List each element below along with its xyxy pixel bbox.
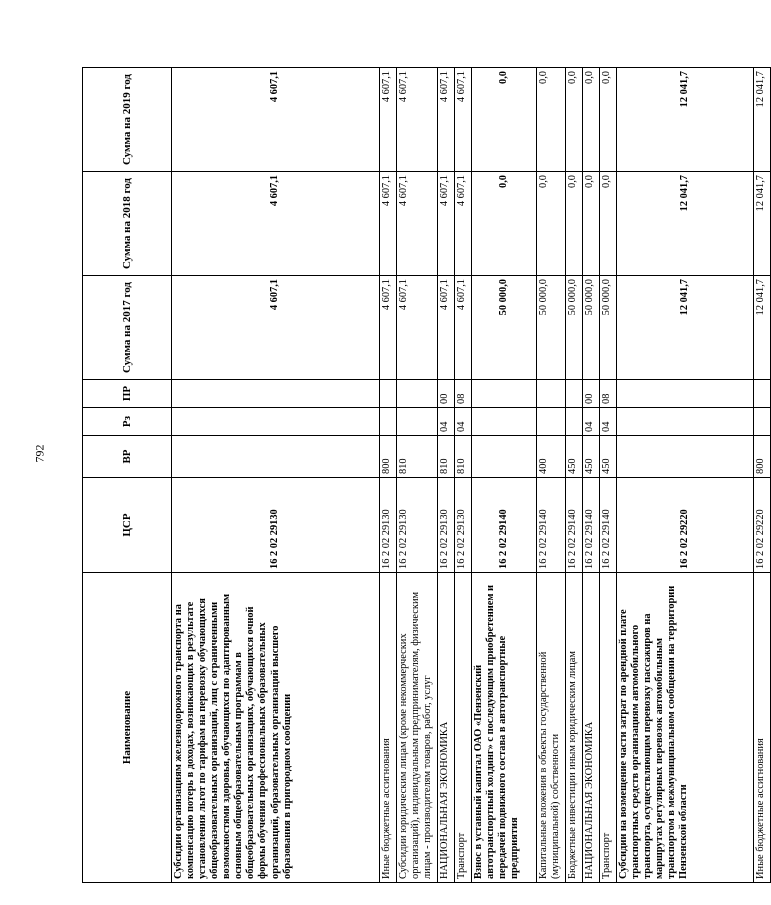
cell-name: Капитальные вложения в объекты государственной (муниципальной) собственности <box>537 573 566 883</box>
cell-pr <box>172 380 380 408</box>
cell-sum-2017: 50 000,0 <box>566 276 583 380</box>
cell-csr: 16 2 02 29220 <box>617 478 754 573</box>
budget-table <box>82 67 771 883</box>
cell-sum-2019: 4 607,1 <box>380 68 397 172</box>
cell-pr <box>472 380 537 408</box>
cell-name: НАЦИОНАЛЬНАЯ ЭКОНОМИКА <box>438 573 455 883</box>
cell-sum-2018: 4 607,1 <box>455 172 472 276</box>
cell-sum-2019: 12 041,7 <box>617 68 754 172</box>
header-name: Наименование <box>83 573 172 883</box>
cell-vr <box>472 436 537 478</box>
cell-pr <box>617 380 754 408</box>
table-row <box>617 68 754 883</box>
cell-vr: 810 <box>455 436 472 478</box>
table-row <box>754 68 771 883</box>
cell-rz: 04 <box>455 408 472 436</box>
header-sum-2017: Сумма на 2017 год <box>83 276 172 380</box>
cell-vr: 810 <box>438 436 455 478</box>
cell-sum-2018: 0,0 <box>583 172 600 276</box>
cell-sum-2018: 4 607,1 <box>172 172 380 276</box>
cell-rz <box>472 408 537 436</box>
table-row <box>472 68 537 883</box>
cell-name: Субсидии юридическим лицам (кроме некоммерческих организаций), индивидуальным предпринимателям, физическим лицам - производителям товаров, работ, услуг <box>397 573 438 883</box>
cell-rz: 04 <box>583 408 600 436</box>
cell-rz: 04 <box>438 408 455 436</box>
cell-sum-2019: 0,0 <box>583 68 600 172</box>
table-row <box>397 68 438 883</box>
header-rz: Рз <box>83 408 172 436</box>
cell-sum-2018: 0,0 <box>566 172 583 276</box>
cell-pr <box>397 380 438 408</box>
cell-name: Бюджетные инвестиции иным юридическим лицам <box>566 573 583 883</box>
cell-sum-2017: 4 607,1 <box>172 276 380 380</box>
header-csr: ЦСР <box>83 478 172 573</box>
cell-sum-2018: 4 607,1 <box>397 172 438 276</box>
cell-sum-2017: 12 041,7 <box>754 276 771 380</box>
cell-sum-2019: 0,0 <box>600 68 617 172</box>
table-row <box>537 68 566 883</box>
table-row <box>583 68 600 883</box>
cell-rz <box>566 408 583 436</box>
cell-sum-2017: 4 607,1 <box>380 276 397 380</box>
cell-name: Субсидии на возмещение части затрат по арендной плате транспортных средств организациям автомобильного транспорта, осуществляющим перевозку пассажиров на маршрутах регулярных перевозок автомобильным транспортом в межмуниципальном сообщении на территории Пензенской области <box>617 573 754 883</box>
cell-csr: 16 2 02 29220 <box>754 478 771 573</box>
cell-csr: 16 2 02 29140 <box>537 478 566 573</box>
table-header-row <box>83 68 172 883</box>
cell-name: Транспорт <box>600 573 617 883</box>
cell-pr <box>537 380 566 408</box>
cell-csr: 16 2 02 29130 <box>172 478 380 573</box>
cell-sum-2017: 4 607,1 <box>438 276 455 380</box>
cell-sum-2019: 0,0 <box>537 68 566 172</box>
cell-sum-2019: 4 607,1 <box>455 68 472 172</box>
cell-vr: 800 <box>754 436 771 478</box>
cell-vr <box>617 436 754 478</box>
cell-sum-2017: 50 000,0 <box>600 276 617 380</box>
cell-vr <box>172 436 380 478</box>
cell-vr: 810 <box>397 436 438 478</box>
cell-name: Субсидии организациям железнодорожного транспорта на компенсацию потерь в доходах, возникающих в результате установления льгот по тарифам на перевозку обучающихся общеобразовательных организаций, лиц с ограниченными возможностями здоровья, обучающихся по адаптированным основным общеобразовательным программам в общеобразовательных организациях, обучающихся очной формы обучения профессиональных образовательных организаций, образовательных организаций высшего образования в пригородном сообщении <box>172 573 380 883</box>
cell-pr <box>566 380 583 408</box>
cell-sum-2017: 50 000,0 <box>583 276 600 380</box>
header-sum-2019: Сумма на 2019 год <box>83 68 172 172</box>
header-pr: ПР <box>83 380 172 408</box>
cell-sum-2018: 12 041,7 <box>754 172 771 276</box>
cell-name: Иные бюджетные ассигнования <box>380 573 397 883</box>
cell-vr: 450 <box>600 436 617 478</box>
table-row <box>380 68 397 883</box>
cell-name: Иные бюджетные ассигнования <box>754 573 771 883</box>
table-row <box>172 68 380 883</box>
cell-csr: 16 2 02 29140 <box>472 478 537 573</box>
cell-csr: 16 2 02 29130 <box>380 478 397 573</box>
cell-sum-2019: 12 041,7 <box>754 68 771 172</box>
header-sum-2018: Сумма на 2018 год <box>83 172 172 276</box>
cell-csr: 16 2 02 29130 <box>438 478 455 573</box>
cell-csr: 16 2 02 29140 <box>600 478 617 573</box>
cell-vr: 450 <box>583 436 600 478</box>
cell-sum-2017: 50 000,0 <box>472 276 537 380</box>
cell-csr: 16 2 02 29140 <box>583 478 600 573</box>
cell-sum-2018: 4 607,1 <box>380 172 397 276</box>
cell-sum-2017: 4 607,1 <box>455 276 472 380</box>
cell-name: НАЦИОНАЛЬНАЯ ЭКОНОМИКА <box>583 573 600 883</box>
cell-pr: 00 <box>583 380 600 408</box>
cell-rz <box>380 408 397 436</box>
cell-sum-2018: 0,0 <box>600 172 617 276</box>
header-vr: ВР <box>83 436 172 478</box>
cell-vr: 450 <box>566 436 583 478</box>
cell-sum-2018: 4 607,1 <box>438 172 455 276</box>
cell-name: Транспорт <box>455 573 472 883</box>
cell-sum-2019: 4 607,1 <box>397 68 438 172</box>
cell-sum-2019: 0,0 <box>472 68 537 172</box>
table-row <box>438 68 455 883</box>
cell-pr: 00 <box>438 380 455 408</box>
cell-name: Взнос в уставный капитал ОАО «Пензенский автотранспортный холдинг» с последующим приобретением и передачей подвижного состава в автотранспортные предприятия <box>472 573 537 883</box>
cell-sum-2018: 0,0 <box>537 172 566 276</box>
cell-csr: 16 2 02 29140 <box>566 478 583 573</box>
rotated-page-content <box>82 68 766 883</box>
cell-sum-2017: 4 607,1 <box>397 276 438 380</box>
cell-rz <box>537 408 566 436</box>
cell-sum-2019: 4 607,1 <box>438 68 455 172</box>
cell-pr <box>754 380 771 408</box>
cell-csr: 16 2 02 29130 <box>397 478 438 573</box>
cell-rz <box>172 408 380 436</box>
table-row <box>600 68 617 883</box>
cell-pr <box>380 380 397 408</box>
cell-vr: 400 <box>537 436 566 478</box>
cell-sum-2019: 0,0 <box>566 68 583 172</box>
cell-sum-2019: 4 607,1 <box>172 68 380 172</box>
cell-pr: 08 <box>455 380 472 408</box>
cell-vr: 800 <box>380 436 397 478</box>
table-row <box>455 68 472 883</box>
cell-rz <box>397 408 438 436</box>
cell-sum-2017: 50 000,0 <box>537 276 566 380</box>
cell-sum-2018: 12 041,7 <box>617 172 754 276</box>
cell-rz <box>754 408 771 436</box>
cell-rz <box>617 408 754 436</box>
cell-csr: 16 2 02 29130 <box>455 478 472 573</box>
cell-rz: 04 <box>600 408 617 436</box>
cell-sum-2018: 0,0 <box>472 172 537 276</box>
cell-pr: 08 <box>600 380 617 408</box>
cell-sum-2017: 12 041,7 <box>617 276 754 380</box>
page-number: 792 <box>32 444 47 463</box>
table-row <box>566 68 583 883</box>
